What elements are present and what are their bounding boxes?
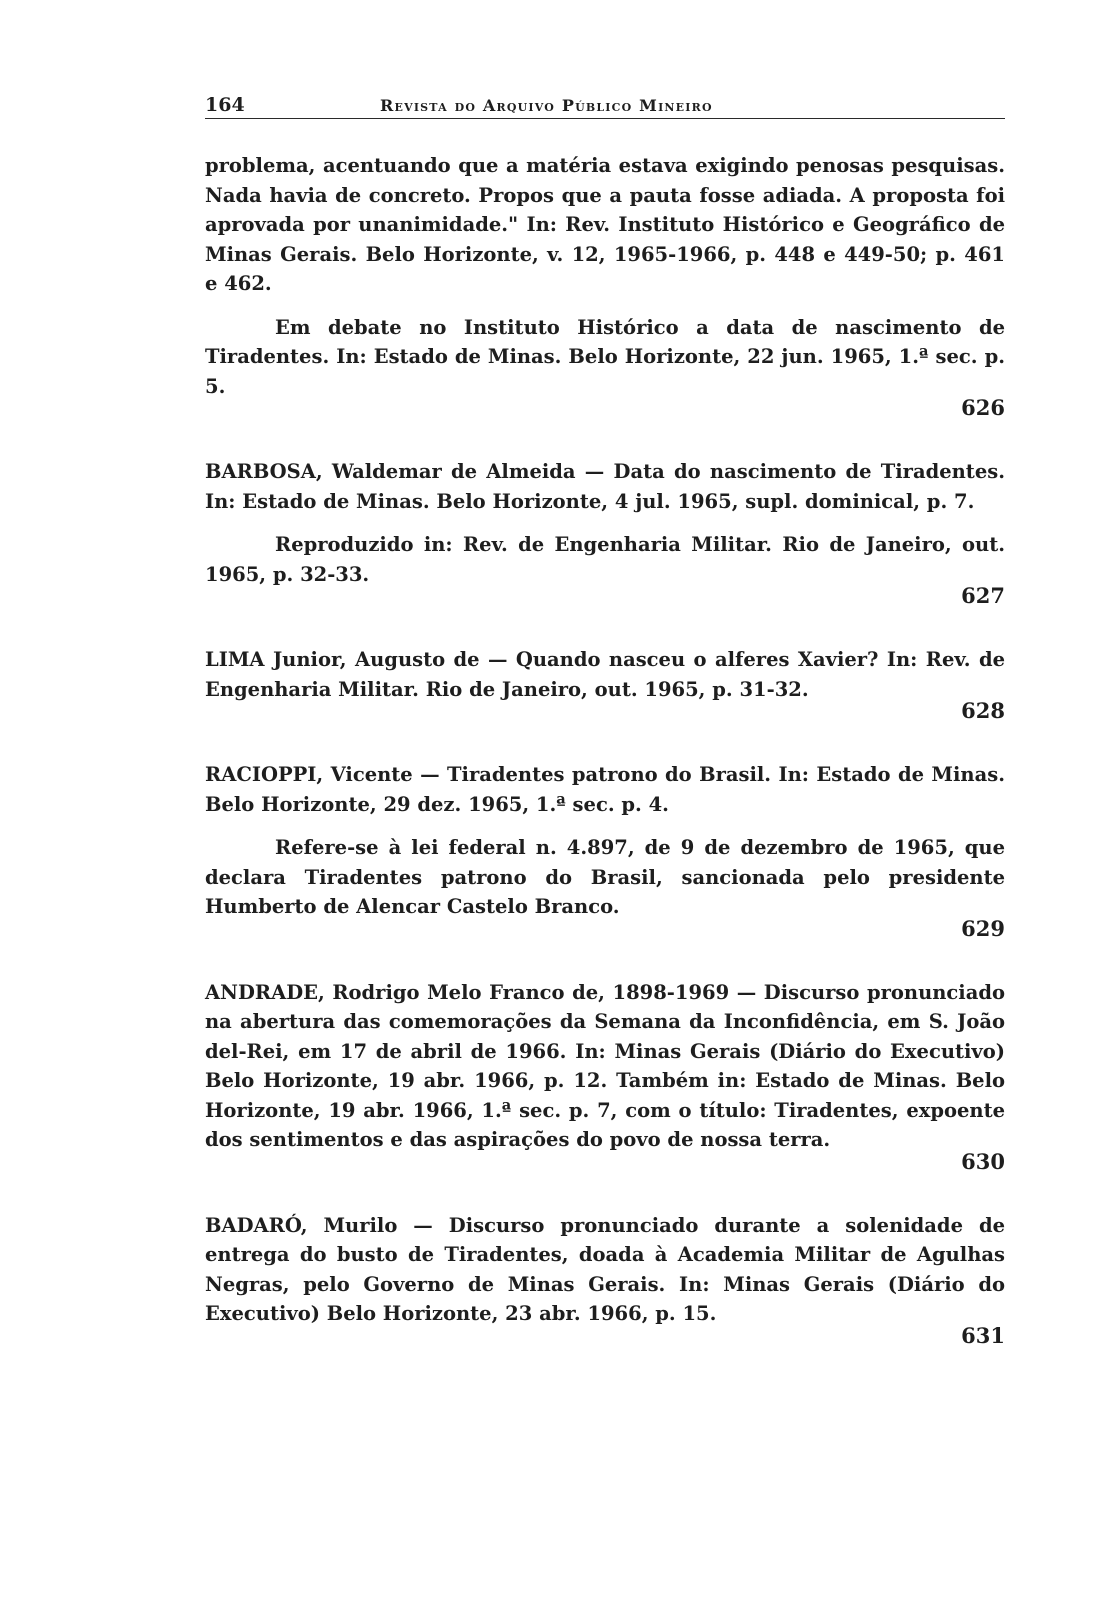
entry-number: 631 bbox=[961, 1322, 1005, 1348]
journal-title: Revista do Arquivo Público Mineiro bbox=[380, 96, 713, 115]
entry-number: 629 bbox=[961, 915, 1005, 941]
entry-628 bbox=[205, 645, 1005, 724]
entry-text: ANDRADE, Rodrigo Melo Franco de, 1898-1969 — Discurso pronunciado na abertura das comemorações da Semana da Inconfidência, em S. João del-Rei, em 17 de abril de 1966. In: Minas Gerais (Diário do Executivo) Belo Horizonte, 19 abr. 1966, p. 12. Também in: Estado de Minas. Belo Horizonte, 19 abr. 1966, 1.ª sec. p. 7, com o título: Tiradentes, expoente dos sentimentos e das aspirações do povo de nossa terra. bbox=[205, 980, 1005, 1151]
continuation-text: problema, acentuando que a matéria estava exigindo penosas pesquisas. Nada havia de concreto. Propos que a pauta fosse adiada. A proposta foi aprovada por unanimidade." In: Rev. Instituto Histórico e Geográfico de Minas Gerais. Belo Horizonte, v. 12, 1965-1966, p. 448 e 449-50; p. 461 e 462. bbox=[205, 154, 1005, 295]
entry-text: RACIOPPI, Vicente — Tiradentes patrono do Brasil. In: Estado de Minas. Belo Horizonte, 29 dez. 1965, 1.ª sec. p. 4. bbox=[205, 763, 1005, 816]
document-page bbox=[205, 88, 1005, 1588]
entry-note: Refere-se à lei federal n. 4.897, de 9 de dezembro de 1965, que declara Tiradentes patrono do Brasil, sancionada pelo presidente Humberto de Alencar Castelo Branco. bbox=[205, 836, 1005, 918]
entry-630 bbox=[205, 978, 1005, 1175]
running-header bbox=[205, 88, 1005, 119]
entry-631 bbox=[205, 1211, 1005, 1349]
page-body bbox=[205, 151, 1005, 1349]
entry-text: BARBOSA, Waldemar de Almeida — Data do nascimento de Tiradentes. In: Estado de Minas. Belo Horizonte, 4 jul. 1965, supl. dominical, p. 7. bbox=[205, 460, 1005, 513]
entry-627 bbox=[205, 457, 1005, 609]
entry-text: BADARÓ, Murilo — Discurso pronunciado durante a solenidade de entrega do busto de Tiradentes, doada à Academia Militar de Agulhas Negras, pelo Governo de Minas Gerais. In: Minas Gerais (Diário do Executivo) Belo Horizonte, 23 abr. 1966, p. 15. bbox=[205, 1213, 1005, 1325]
entry-number: 626 bbox=[961, 395, 1005, 420]
entry-number: 630 bbox=[961, 1148, 1005, 1174]
entry-number: 627 bbox=[961, 583, 1005, 608]
entry-number: 628 bbox=[961, 698, 1005, 723]
entry-note: Em debate no Instituto Histórico a data de nascimento de Tiradentes. In: Estado de Minas. Belo Horizonte, 22 jun. 1965, 1.ª sec. p. 5. bbox=[205, 315, 1005, 398]
entry-note: Reproduzido in: Rev. de Engenharia Militar. Rio de Janeiro, out. 1965, p. 32-33. bbox=[205, 533, 1005, 586]
entry-text: LIMA Junior, Augusto de — Quando nasceu o alferes Xavier? In: Rev. de Engenharia Militar. Rio de Janeiro, out. 1965, p. 31-32. bbox=[205, 648, 1005, 701]
entry-629 bbox=[205, 760, 1005, 942]
entry-626 bbox=[205, 151, 1005, 421]
page-number: 164 bbox=[205, 94, 245, 116]
